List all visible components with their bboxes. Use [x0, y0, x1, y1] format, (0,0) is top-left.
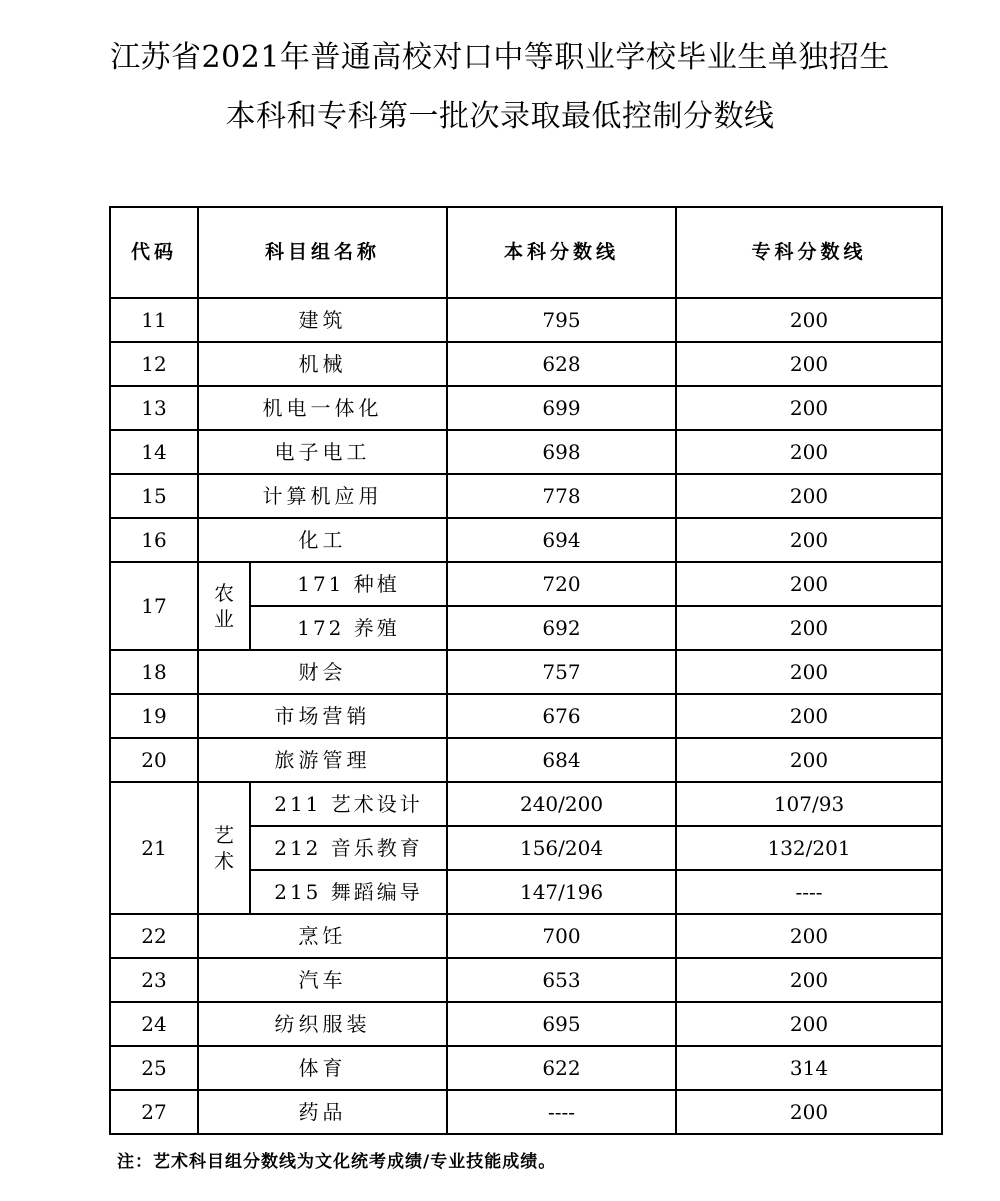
row-subject-name: 市场营销	[198, 694, 447, 738]
document-title-line1: 江苏省2021年普通高校对口中等职业学校毕业生单独招生	[110, 40, 890, 75]
row-junior-score: 200	[676, 562, 942, 606]
row-group-label: 农 业	[198, 562, 250, 650]
row-code: 27	[110, 1090, 198, 1134]
row-group-label: 艺 术	[198, 782, 250, 914]
row-subject-name: 215 舞蹈编导	[250, 870, 447, 914]
row-subject-name: 172 养殖	[250, 606, 447, 650]
score-table	[109, 206, 943, 1135]
table-row	[110, 958, 942, 1002]
table-row	[110, 474, 942, 518]
row-subject-name: 旅游管理	[198, 738, 447, 782]
row-undergrad-score: 684	[447, 738, 676, 782]
row-code: 12	[110, 342, 198, 386]
row-junior-score: 200	[676, 298, 942, 342]
row-undergrad-score: 795	[447, 298, 676, 342]
row-undergrad-score: 622	[447, 1046, 676, 1090]
row-junior-score: 200	[676, 606, 942, 650]
table-row	[110, 738, 942, 782]
row-undergrad-score: 156/204	[447, 826, 676, 870]
row-code: 20	[110, 738, 198, 782]
row-subject-name: 化工	[198, 518, 447, 562]
row-code: 23	[110, 958, 198, 1002]
row-subject-name: 171 种植	[250, 562, 447, 606]
row-subject-name: 机械	[198, 342, 447, 386]
row-subject-name: 212 音乐教育	[250, 826, 447, 870]
table-row	[110, 1046, 942, 1090]
row-junior-score: 200	[676, 650, 942, 694]
row-code: 25	[110, 1046, 198, 1090]
row-undergrad-score: 240/200	[447, 782, 676, 826]
row-undergrad-score: 147/196	[447, 870, 676, 914]
row-undergrad-score: 698	[447, 430, 676, 474]
row-code: 16	[110, 518, 198, 562]
table-row	[110, 1002, 942, 1046]
row-junior-score: 200	[676, 430, 942, 474]
row-subject-name: 电子电工	[198, 430, 447, 474]
row-junior-score: 200	[676, 518, 942, 562]
row-code: 24	[110, 1002, 198, 1046]
header-junior: 专科分数线	[676, 207, 942, 298]
row-undergrad-score: 692	[447, 606, 676, 650]
row-junior-score: 200	[676, 474, 942, 518]
table-row	[110, 386, 942, 430]
table-row	[110, 342, 942, 386]
row-junior-score: 200	[676, 342, 942, 386]
row-undergrad-score: 720	[447, 562, 676, 606]
row-junior-score: 200	[676, 914, 942, 958]
row-junior-score: 200	[676, 694, 942, 738]
row-code: 22	[110, 914, 198, 958]
row-subject-name: 机电一体化	[198, 386, 447, 430]
row-subject-name: 烹饪	[198, 914, 447, 958]
row-undergrad-score: 676	[447, 694, 676, 738]
row-code: 19	[110, 694, 198, 738]
row-code: 15	[110, 474, 198, 518]
row-junior-score: 132/201	[676, 826, 942, 870]
row-subject-name: 体育	[198, 1046, 447, 1090]
row-junior-score: 200	[676, 958, 942, 1002]
header-name: 科目组名称	[198, 207, 447, 298]
row-undergrad-score: ----	[447, 1090, 676, 1134]
row-subject-name: 211 艺术设计	[250, 782, 447, 826]
row-junior-score: 200	[676, 1090, 942, 1134]
table-row	[110, 914, 942, 958]
row-undergrad-score: 695	[447, 1002, 676, 1046]
row-subject-name: 药品	[198, 1090, 447, 1134]
row-junior-score: ----	[676, 870, 942, 914]
table-row	[110, 518, 942, 562]
row-subject-name: 纺织服装	[198, 1002, 447, 1046]
row-junior-score: 200	[676, 1002, 942, 1046]
row-undergrad-score: 653	[447, 958, 676, 1002]
row-junior-score: 314	[676, 1046, 942, 1090]
row-subject-name: 计算机应用	[198, 474, 447, 518]
row-subject-name: 财会	[198, 650, 447, 694]
header-code: 代码	[110, 207, 198, 298]
footnote: 注：艺术科目组分数线为文化统考成绩/专业技能成绩。	[117, 1152, 557, 1172]
row-junior-score: 200	[676, 738, 942, 782]
table-row	[110, 1090, 942, 1134]
row-undergrad-score: 694	[447, 518, 676, 562]
table-row	[110, 562, 942, 606]
table-row	[110, 782, 942, 826]
row-junior-score: 200	[676, 386, 942, 430]
row-code: 21	[110, 782, 198, 914]
table-row	[110, 694, 942, 738]
row-undergrad-score: 757	[447, 650, 676, 694]
row-code: 18	[110, 650, 198, 694]
table-header-row	[110, 207, 942, 298]
document-title-line2: 本科和专科第一批次录取最低控制分数线	[225, 99, 775, 134]
header-undergrad: 本科分数线	[447, 207, 676, 298]
row-code: 13	[110, 386, 198, 430]
row-undergrad-score: 699	[447, 386, 676, 430]
table-row	[110, 298, 942, 342]
row-undergrad-score: 778	[447, 474, 676, 518]
row-code: 11	[110, 298, 198, 342]
row-undergrad-score: 628	[447, 342, 676, 386]
row-code: 17	[110, 562, 198, 650]
row-junior-score: 107/93	[676, 782, 942, 826]
row-code: 14	[110, 430, 198, 474]
table-row	[110, 430, 942, 474]
row-undergrad-score: 700	[447, 914, 676, 958]
row-subject-name: 汽车	[198, 958, 447, 1002]
row-subject-name: 建筑	[198, 298, 447, 342]
table-row	[110, 650, 942, 694]
